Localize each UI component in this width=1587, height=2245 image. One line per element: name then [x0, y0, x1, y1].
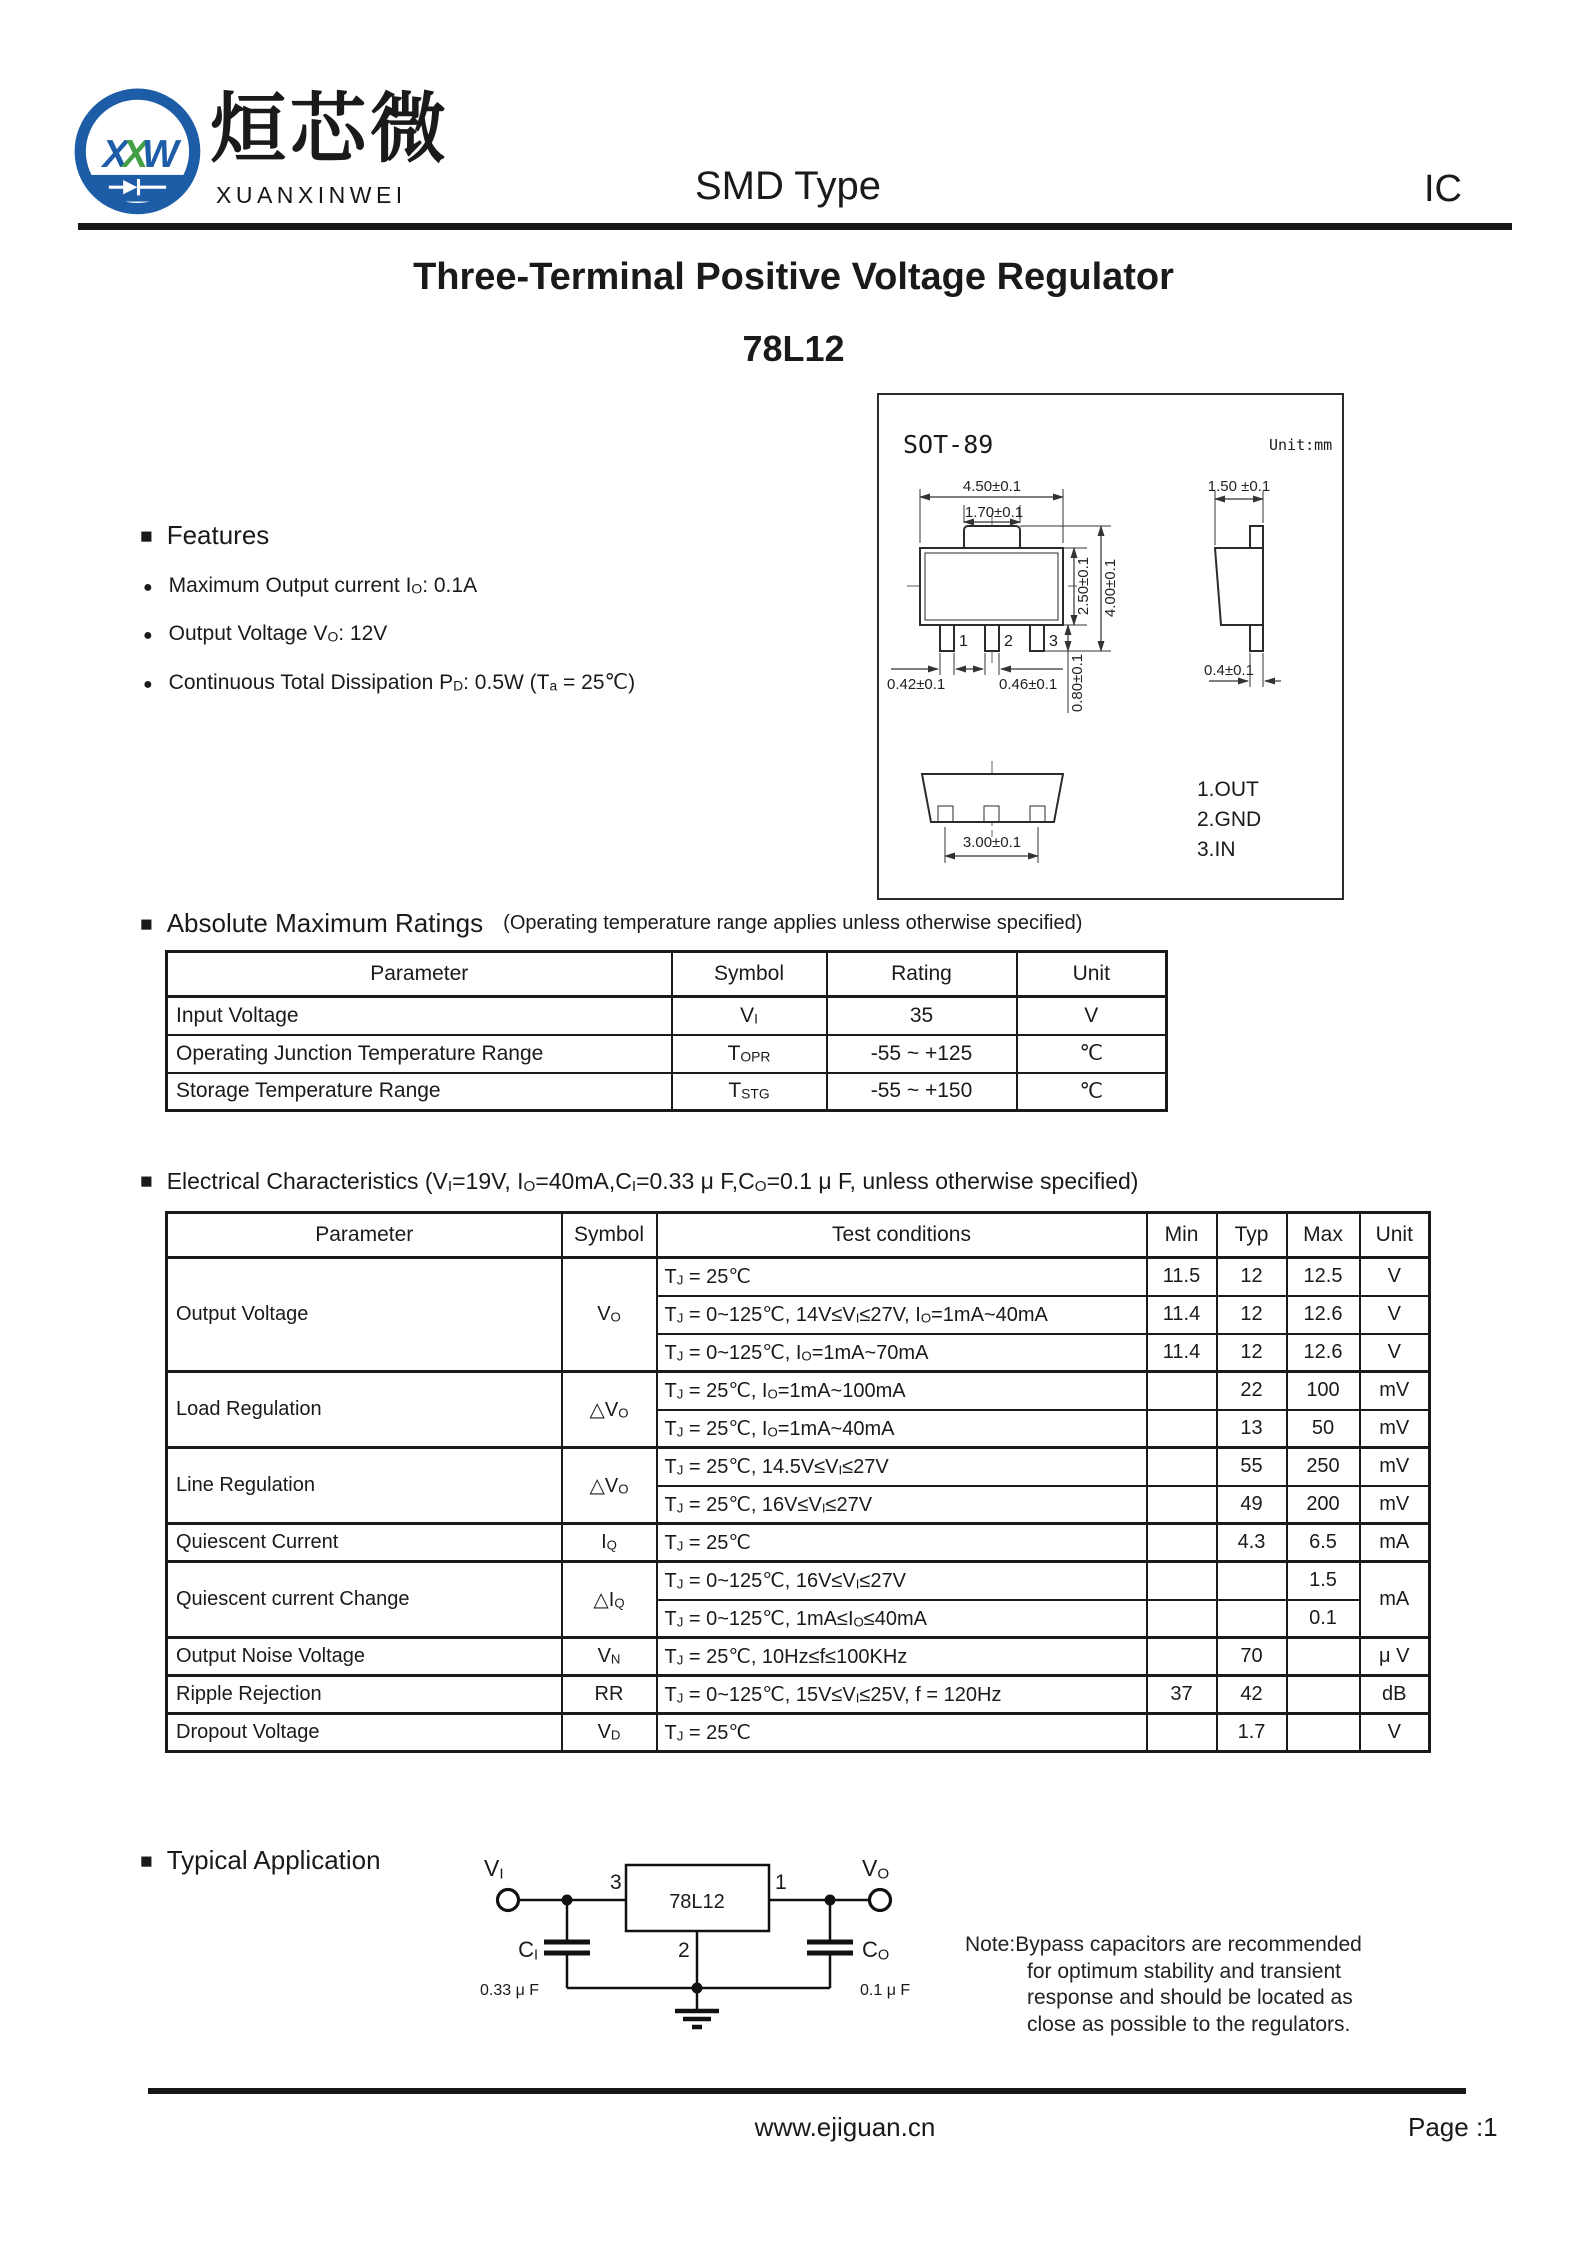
cond-cell: $T_J$ = 25℃, $16V\le V_I\le 27V$: [657, 1486, 1147, 1524]
dim-side-width: 1.50 ±0.1: [1207, 478, 1271, 495]
section-marker-icon: [140, 1845, 153, 1876]
col-test-conditions: Test conditions: [657, 1213, 1147, 1258]
unit-cell: V: [1360, 1334, 1430, 1372]
unit-cell: V: [1360, 1714, 1430, 1752]
unit-cell: μ V: [1360, 1638, 1430, 1676]
table-row: [167, 1448, 1430, 1486]
max-cell: 12.6: [1287, 1334, 1360, 1372]
typ-cell: 12: [1217, 1258, 1287, 1296]
input-capacitor-icon: [544, 1942, 590, 1953]
typ-cell: 22: [1217, 1372, 1287, 1410]
elec-char-heading-label: Electrical Characteristics ($V_I=19V$, $I_O=40mA,C_I=0.33$ μ $F,C_O=0.1$ μ F, unless otherwise specified): [166, 1168, 1139, 1195]
typ-cell: 70: [1217, 1638, 1287, 1676]
col-unit: Unit: [1017, 952, 1167, 997]
cout-label: CO: [862, 1937, 890, 1964]
rating-cell: 35: [827, 997, 1017, 1035]
dim-tab-width: 1.70±0.1: [964, 504, 1024, 521]
col-parameter: Parameter: [167, 1213, 562, 1258]
typ-cell: 1.7: [1217, 1714, 1287, 1752]
rating-cell: -55 ~ +150: [827, 1073, 1017, 1111]
col-typ: Typ: [1217, 1213, 1287, 1258]
symbol-cell: $\triangle V_O$: [562, 1448, 657, 1524]
param-cell: Storage Temperature Range: [167, 1073, 672, 1111]
typ-cell: 4.3: [1217, 1524, 1287, 1562]
elec-char-heading: [140, 1168, 1138, 1195]
min-cell: 11.5: [1147, 1258, 1217, 1296]
output-capacitor-icon: [807, 1942, 853, 1953]
bullet-icon: [143, 671, 153, 695]
bullet-icon: [143, 574, 153, 598]
max-cell: [1287, 1638, 1360, 1676]
min-cell: [1147, 1448, 1217, 1486]
header-rule: [78, 223, 1512, 230]
pin-function-gnd: 2.GND: [1197, 808, 1262, 831]
table-row: [167, 1524, 1430, 1562]
pin-function-in: 3.IN: [1197, 838, 1236, 861]
symbol-cell: $\triangle V_O$: [562, 1372, 657, 1448]
typ-cell: 55: [1217, 1448, 1287, 1486]
min-cell: [1147, 1410, 1217, 1448]
cond-cell: $T_J$ = 25℃: [657, 1258, 1147, 1296]
bullet-icon: [143, 622, 153, 646]
unit-cell: V: [1017, 997, 1167, 1035]
col-unit: Unit: [1360, 1213, 1430, 1258]
min-cell: [1147, 1638, 1217, 1676]
dim-pin-width: 0.42±0.1: [887, 676, 946, 693]
symbol-cell: $T_{OPR}$: [672, 1035, 827, 1073]
cond-cell: $T_J$ = 25℃, $I_O=1mA\sim 100mA$: [657, 1372, 1147, 1410]
max-cell: 12.6: [1287, 1296, 1360, 1334]
param-cell: Line Regulation: [167, 1448, 562, 1524]
footer-rule: [148, 2088, 1466, 2094]
package-diagram-box: [877, 393, 1344, 900]
max-cell: 100: [1287, 1372, 1360, 1410]
table-row: [167, 1258, 1430, 1296]
note-line: response and should be located as: [1027, 1986, 1353, 2009]
pin1-number: 1: [959, 633, 968, 650]
unit-label: Unit:mm: [1269, 436, 1333, 454]
unit-cell: mA: [1360, 1562, 1430, 1638]
dim-pin-length: 0.80±0.1: [1069, 653, 1086, 713]
max-cell: 1.5: [1287, 1562, 1360, 1600]
part-number: 78L12: [742, 328, 845, 369]
output-voltage-label: VO: [862, 1856, 890, 1883]
dim-total-height: 4.00±0.1: [1102, 558, 1119, 618]
input-voltage-label: VI: [484, 1856, 504, 1883]
min-cell: [1147, 1600, 1217, 1638]
cond-cell: $T_J$ = 25℃, $I_O=1mA\sim 40mA$: [657, 1410, 1147, 1448]
regulator-label: 78L12: [669, 1891, 725, 1913]
typ-cell: 12: [1217, 1334, 1287, 1372]
application-circuit: [432, 1856, 972, 2044]
param-cell: Quiescent Current: [167, 1524, 562, 1562]
junction-dot: [562, 1895, 573, 1906]
param-cell: Output Noise Voltage: [167, 1638, 562, 1676]
max-cell: [1287, 1676, 1360, 1714]
note-line: for optimum stability and transient: [1027, 1959, 1341, 1983]
min-cell: 11.4: [1147, 1334, 1217, 1372]
symbol-cell: RR: [562, 1676, 657, 1714]
section-marker-icon: [140, 908, 153, 939]
electrical-characteristics-table: [165, 1211, 1431, 1753]
cond-cell: $T_J$ = 0~125℃, $14V\le V_I\le 27V$, $I_O=1mA\sim 40mA$: [657, 1296, 1147, 1334]
unit-cell: mA: [1360, 1524, 1430, 1562]
unit-cell: V: [1360, 1296, 1430, 1334]
page-title: Three-Terminal Positive Voltage Regulator: [413, 256, 1174, 298]
unit-cell: mV: [1360, 1448, 1430, 1486]
typ-cell: [1217, 1600, 1287, 1638]
package-name: SOT-89: [903, 430, 994, 459]
pin2-number: 2: [1004, 633, 1013, 650]
doc-type-label: SMD Type: [695, 164, 881, 208]
abs-max-table: [165, 950, 1168, 1112]
symbol-cell: $I_Q$: [562, 1524, 657, 1562]
feature-item: [143, 670, 635, 695]
unit-cell: ℃: [1017, 1035, 1167, 1073]
package-side-view: [1204, 478, 1281, 687]
application-note: [965, 1932, 1445, 2038]
typical-application-heading: [140, 1845, 381, 1876]
rating-cell: -55 ~ +125: [827, 1035, 1017, 1073]
max-cell: 250: [1287, 1448, 1360, 1486]
cond-cell: $T_J$ = 25℃, $14.5V\le V_I\le 27V$: [657, 1448, 1147, 1486]
symbol-cell: $V_O$: [562, 1258, 657, 1372]
typ-cell: 42: [1217, 1676, 1287, 1714]
output-terminal: [870, 1890, 891, 1911]
footer-website: www.ejiguan.cn: [754, 2112, 936, 2142]
typ-cell: 12: [1217, 1296, 1287, 1334]
cond-cell: $T_J$ = 0~125℃, $16V\le V_I\le 27V$: [657, 1562, 1147, 1600]
min-cell: 11.4: [1147, 1296, 1217, 1334]
note-line: Note:Bypass capacitors are recommended: [965, 1933, 1362, 1956]
pin3-label: 3: [610, 1871, 622, 1894]
min-cell: [1147, 1486, 1217, 1524]
feature-text: Continuous Total Dissipation $P_D$: 0.5W ($T_a$ = 25℃): [168, 671, 636, 694]
package-drawing: [879, 395, 1342, 898]
col-max: Max: [1287, 1213, 1360, 1258]
pin1-label: 1: [775, 1871, 787, 1894]
cout-value: 0.1 μ F: [860, 1982, 911, 1999]
typical-application-heading-label: Typical Application: [166, 1845, 381, 1875]
logo-monogram: XXW: [102, 132, 173, 176]
unit-cell: dB: [1360, 1676, 1430, 1714]
pin2-label: 2: [678, 1939, 690, 1962]
cond-cell: $T_J$ = 0~125℃, $1mA\le I_O\le 40mA$: [657, 1600, 1147, 1638]
max-cell: 6.5: [1287, 1524, 1360, 1562]
col-rating: Rating: [827, 952, 1017, 997]
package-front-view: [887, 478, 1119, 713]
cond-cell: $T_J$ = 25℃: [657, 1714, 1147, 1752]
section-marker-icon: [140, 520, 153, 551]
junction-dot: [825, 1895, 836, 1906]
min-cell: [1147, 1562, 1217, 1600]
ground-icon: [675, 1988, 719, 2027]
dim-lead-thickness: 0.4±0.1: [1204, 662, 1254, 679]
footer-page-number: Page :1: [1408, 2112, 1498, 2142]
feature-text: Output Voltage $V_O$: 12V: [168, 622, 388, 645]
note-line: close as possible to the regulators.: [1027, 2012, 1351, 2036]
dim-body-width: 4.50±0.1: [962, 478, 1022, 495]
cond-cell: $T_J$ = 25℃, 10Hz≤f≤100KHz: [657, 1638, 1147, 1676]
cin-label: CI: [518, 1937, 538, 1964]
table-row: [167, 1676, 1430, 1714]
param-cell: Operating Junction Temperature Range: [167, 1035, 672, 1073]
cond-cell: $T_J$ = 0~125℃, $15V\le V_I\le 25V$, f = 120Hz: [657, 1676, 1147, 1714]
symbol-cell: $\triangle I_Q$: [562, 1562, 657, 1638]
symbol-cell: $V_N$: [562, 1638, 657, 1676]
min-cell: [1147, 1524, 1217, 1562]
col-symbol: Symbol: [562, 1213, 657, 1258]
table-row: [167, 1073, 1167, 1111]
unit-cell: ℃: [1017, 1073, 1167, 1111]
company-name-cn: 烜芯微: [210, 87, 450, 172]
min-cell: [1147, 1372, 1217, 1410]
category-label: IC: [1424, 168, 1462, 210]
table-header-row: [167, 952, 1167, 997]
table-row: [167, 1562, 1430, 1600]
param-cell: Ripple Rejection: [167, 1676, 562, 1714]
max-cell: 12.5: [1287, 1258, 1360, 1296]
param-cell: Input Voltage: [167, 997, 672, 1035]
col-parameter: Parameter: [167, 952, 672, 997]
section-marker-icon: [140, 1168, 153, 1195]
param-cell: Load Regulation: [167, 1372, 562, 1448]
cond-cell: $T_J$ = 25℃: [657, 1524, 1147, 1562]
symbol-cell: $V_I$: [672, 997, 827, 1035]
feature-item: [143, 622, 387, 646]
table-header-row: [167, 1213, 1430, 1258]
table-row: [167, 1372, 1430, 1410]
abs-max-heading-note: (Operating temperature range applies unless otherwise specified): [503, 912, 1083, 934]
min-cell: 37: [1147, 1676, 1217, 1714]
param-cell: Dropout Voltage: [167, 1714, 562, 1752]
pin-function-out: 1.OUT: [1197, 778, 1259, 801]
package-bottom-view: [922, 761, 1063, 863]
col-symbol: Symbol: [672, 952, 827, 997]
pin3-number: 3: [1049, 633, 1058, 650]
input-terminal: [498, 1890, 519, 1911]
max-cell: 0.1: [1287, 1600, 1360, 1638]
table-row: [167, 997, 1167, 1035]
unit-cell: mV: [1360, 1486, 1430, 1524]
max-cell: [1287, 1714, 1360, 1752]
features-heading: [140, 520, 269, 551]
features-heading-label: Features: [166, 520, 270, 550]
table-row: [167, 1714, 1430, 1752]
dim-body-height: 2.50±0.1: [1075, 556, 1092, 616]
min-cell: [1147, 1714, 1217, 1752]
feature-text: Maximum Output current $I_O$: 0.1A: [168, 574, 478, 597]
max-cell: 50: [1287, 1410, 1360, 1448]
company-logo: [70, 86, 208, 224]
pin-function-list: [1197, 778, 1261, 861]
unit-cell: V: [1360, 1258, 1430, 1296]
abs-max-heading: [140, 908, 1082, 939]
symbol-cell: $T_{STG}$: [672, 1073, 827, 1111]
dim-pin-gap: 0.46±0.1: [999, 676, 1058, 693]
typ-cell: [1217, 1562, 1287, 1600]
param-cell: Quiescent current Change: [167, 1562, 562, 1638]
table-row: [167, 1638, 1430, 1676]
company-name-en: XUANXINWEI: [216, 182, 407, 208]
typ-cell: 49: [1217, 1486, 1287, 1524]
max-cell: 200: [1287, 1486, 1360, 1524]
symbol-cell: $V_D$: [562, 1714, 657, 1752]
col-min: Min: [1147, 1213, 1217, 1258]
feature-item: [143, 574, 477, 598]
cond-cell: $T_J$ = 0~125℃, $I_O=1mA\sim 70mA$: [657, 1334, 1147, 1372]
param-cell: Output Voltage: [167, 1258, 562, 1372]
unit-cell: mV: [1360, 1372, 1430, 1410]
cin-value: 0.33 μ F: [480, 1982, 540, 1999]
dim-pin-span: 3.00±0.1: [962, 834, 1022, 851]
abs-max-heading-label: Absolute Maximum Ratings: [166, 908, 484, 938]
unit-cell: mV: [1360, 1410, 1430, 1448]
table-row: [167, 1035, 1167, 1073]
typ-cell: 13: [1217, 1410, 1287, 1448]
